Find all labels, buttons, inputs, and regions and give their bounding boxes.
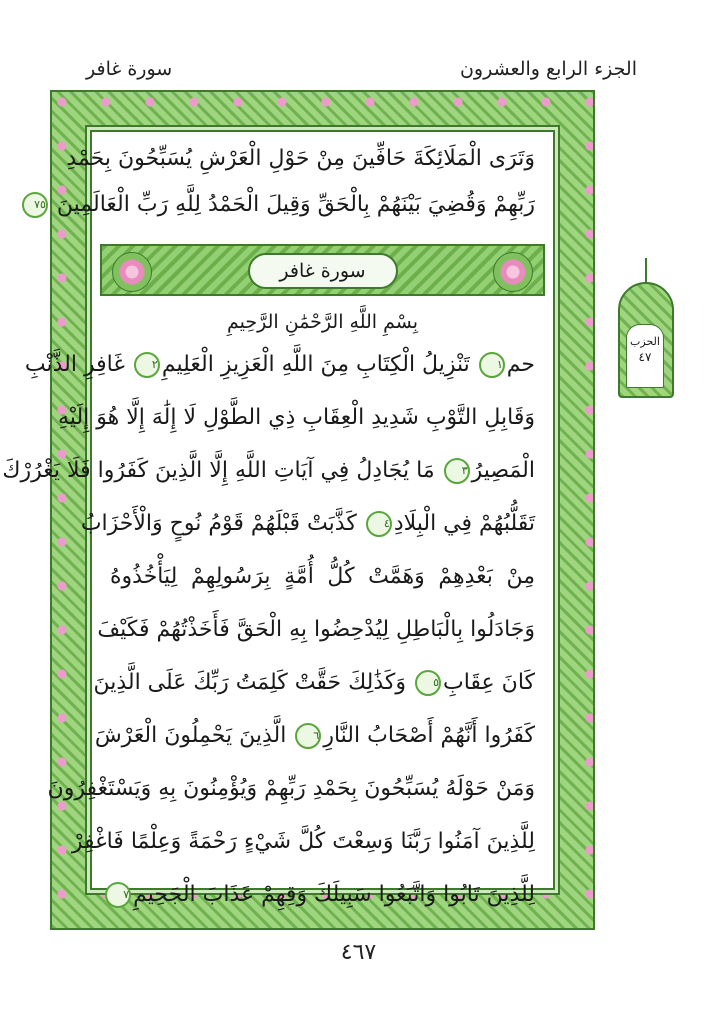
hizb-marker — [618, 258, 674, 398]
verse-line — [110, 874, 535, 916]
verse-text: كَانَ عِقَابِ — [443, 670, 535, 695]
marker-stem — [645, 258, 647, 284]
verse-line — [97, 609, 535, 651]
verse-text: مِنْ بَعْدِهِمْ وَهَمَّتْ كُلُّ أُمَّةٍ بِرَسُولِهِمْ لِيَأْخُذُوهُ — [110, 564, 535, 589]
prev-surah-line-1 — [66, 138, 535, 180]
verse-text: الْمَصِيرُ — [471, 458, 535, 483]
verse-text: كَفَرُوا أَنَّهُمْ أَصْحَابُ النَّارِ — [323, 723, 535, 748]
surah-title: سورة غافر — [248, 253, 398, 289]
page-number: ٤٦٧ — [340, 940, 377, 965]
verse-text: غَافِرِ الذَّنْبِ — [24, 352, 125, 377]
verse-line — [2, 450, 535, 492]
prev-surah-line-2 — [34, 184, 535, 226]
verse-text: وَمَنْ حَوْلَهُ يُسَبِّحُونَ بِحَمْدِ رَبِّهِمْ وَيُؤْمِنُونَ بِهِ وَيَسْتَغْفِرُونَ — [47, 776, 535, 801]
ayah-number-marker: ٢ — [134, 352, 160, 378]
verse-text: رَبِّهِمْ وَقُضِيَ بَيْنَهُمْ بِالْحَقِّ وَقِيلَ الْحَمْدُ لِلَّهِ رَبِّ الْعَالَمِينَ — [56, 192, 535, 217]
verse-text: تَقَلُّبُهُمْ فِي الْبِلَادِ — [393, 511, 535, 536]
verse-text: كَذَّبَتْ قَبْلَهُمْ قَوْمُ نُوحٍ وَالْأَحْزَابُ — [80, 511, 357, 536]
flower-ornament-icon — [112, 252, 152, 292]
verse-text: تَنْزِيلُ الْكِتَابِ مِنَ اللَّهِ الْعَزِيزِ الْعَلِيمِ — [161, 352, 470, 377]
header-juz-name: الجزء الرابع والعشرون — [459, 58, 637, 80]
ayah-number-marker: ٤ — [366, 511, 392, 537]
verse-line — [110, 556, 535, 598]
verse-text: لِلَّذِينَ تَابُوا وَاتَّبَعُوا سَبِيلَكَ وَقِهِمْ عَذَابَ الْجَحِيمِ — [133, 882, 535, 907]
ayah-number-marker: ١ — [479, 352, 505, 378]
verse-text: وَكَذَٰلِكَ حَقَّتْ كَلِمَتُ رَبِّكَ عَلَى الَّذِينَ — [93, 670, 406, 695]
ayah-number-marker: ٧٥ — [22, 192, 48, 218]
verse-line — [24, 344, 535, 386]
verse-text: مَا يُجَادِلُ فِي آيَاتِ اللَّهِ إِلَّا الَّذِينَ كَفَرُوا فَلَا يَغْرُرْكَ — [2, 458, 435, 483]
verse-line — [94, 715, 535, 757]
hizb-number: ٤٧ — [638, 350, 652, 364]
ayah-number-marker: ٧ — [105, 882, 131, 908]
verse-line — [80, 503, 535, 545]
ayah-number-marker: ٣ — [444, 458, 470, 484]
ayah-number-marker: ٦ — [295, 723, 321, 749]
verse-text: وَقَابِلِ التَّوْبِ شَدِيدِ الْعِقَابِ ذِي الطَّوْلِ لَا إِلَٰهَ إِلَّا هُوَ إِلَيْهِ — [58, 405, 535, 430]
text-area — [2, 130, 555, 907]
verse-line — [47, 768, 535, 810]
header-surah-name: سورة غافر — [86, 58, 173, 80]
hizb-panel — [626, 324, 664, 388]
verse-text: وَتَرَى الْمَلَائِكَةَ حَافِّينَ مِنْ حَوْلِ الْعَرْشِ يُسَبِّحُونَ بِحَمْدِ — [66, 146, 535, 171]
verse-line — [71, 821, 535, 863]
flower-ornament-icon — [493, 252, 533, 292]
hizb-label: الحزب — [630, 335, 660, 348]
surah-title-banner — [100, 244, 545, 296]
page-frame — [2, 90, 595, 930]
verse-text: الَّذِينَ يَحْمِلُونَ الْعَرْشَ — [94, 723, 287, 748]
verse-line — [58, 397, 535, 439]
verse-line — [93, 662, 535, 704]
verse-text: لِلَّذِينَ آمَنُوا رَبَّنَا وَسِعْتَ كُلَّ شَيْءٍ رَحْمَةً وَعِلْمًا فَاغْفِرْ — [71, 829, 535, 854]
basmala: بِسْمِ اللَّهِ الرَّحْمَٰنِ الرَّحِيمِ — [227, 311, 418, 333]
verse-text: حم — [506, 352, 535, 377]
ayah-number-marker: ٥ — [415, 670, 441, 696]
verse-text: وَجَادَلُوا بِالْبَاطِلِ لِيُدْحِضُوا بِهِ الْحَقَّ فَأَخَذْتُهُمْ فَكَيْفَ — [97, 617, 535, 642]
